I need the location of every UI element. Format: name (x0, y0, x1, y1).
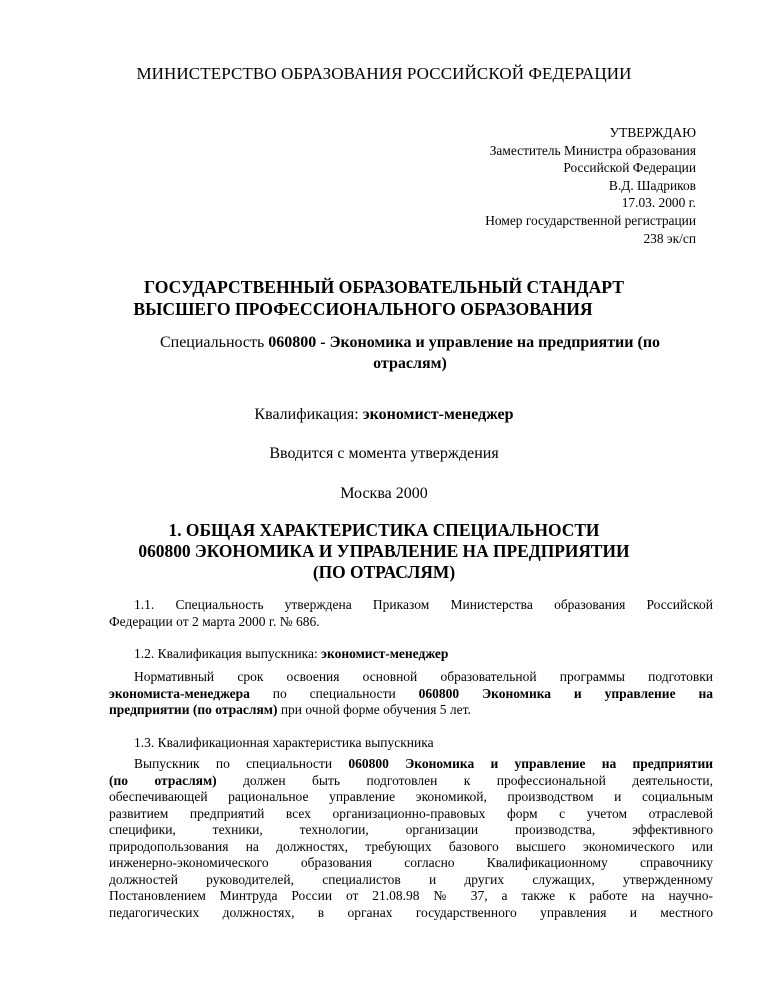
qualification-value: экономист-менеджер (362, 406, 514, 423)
study-term-line2 (109, 686, 713, 703)
paragraph-study-term (109, 669, 713, 719)
graduate-line10: педагогических должностях, в органах государственного управления и местного (109, 904, 713, 920)
graduate-line1 (109, 756, 713, 773)
qualification-label: Квалификация: (254, 406, 363, 423)
paragraph-1-1-line2: Федерации от 2 марта 2000 г. № 686. (109, 613, 320, 629)
paragraph-1-3 (109, 735, 713, 752)
standard-title-line2: ВЫСШЕГО ПРОФЕССИОНАЛЬНОГО ОБРАЗОВАНИЯ (133, 299, 593, 319)
paragraph-1-2-label: 1.2. Квалификация выпускника: (134, 646, 322, 661)
graduate-line7: инженерно-экономического образования согласно Квалификационному справочнику (109, 855, 713, 870)
graduate-line3: обеспечивающей рациональное управление экономикой, производством и социальным (109, 789, 713, 804)
study-term-text: по специальности (249, 685, 419, 701)
graduate-text-cont: должен быть подготовлен к профессиональной деятельности, (216, 772, 713, 788)
registration-label: Номер государственной регистрации (485, 212, 696, 228)
approver-position-line2: Российской Федерации (563, 160, 696, 176)
graduate-line6: природопользования на должностях, требующих базового высшего экономического или (109, 838, 713, 854)
approval-date: 17.03. 2000 г. (621, 195, 696, 211)
qualification-line (0, 406, 768, 424)
section-1-title-line2: 060800 ЭКОНОМИКА И УПРАВЛЕНИЕ НА ПРЕДПРИЯТИИ (138, 541, 630, 561)
graduate-line5: специфики, техники, технологии, организации производства, эффективного (109, 822, 713, 837)
paragraph-1-3-heading: 1.3. Квалификационная характеристика выпускника (134, 735, 434, 750)
specialty-code-name-cont: отраслям) (373, 355, 447, 372)
registration-number: 238 эк/сп (643, 230, 696, 246)
section-1-title-line1: 1. ОБЩАЯ ХАРАКТЕРИСТИКА СПЕЦИАЛЬНОСТИ (168, 520, 600, 540)
paragraph-graduate (109, 756, 713, 921)
graduate-specialty: 060800 Экономика и управление на предприятии (348, 756, 713, 771)
approver-name: В.Д. Шадриков (608, 177, 696, 193)
standard-title (0, 276, 768, 320)
graduate-text: Выпускник по специальности (134, 756, 349, 771)
study-term-line3 (109, 702, 713, 719)
section-1-title (0, 520, 768, 583)
specialty-label: Специальность (159, 334, 269, 351)
graduate-specialty-cont: (по отраслям) (109, 772, 217, 788)
specialty-line (110, 332, 710, 374)
study-term-line1: Нормативный срок освоения основной образовательной программы подготовки (134, 669, 713, 684)
paragraph-1-2-value: экономист-менеджер (321, 646, 449, 661)
study-term-specialty: 060800 Экономика и управление на (418, 685, 713, 701)
approval-stamp: УТВЕРЖДАЮ (609, 125, 696, 140)
standard-title-line1: ГОСУДАРСТВЕННЫЙ ОБРАЗОВАТЕЛЬНЫЙ СТАНДАРТ (144, 277, 624, 297)
effective-note: Вводится с момента утверждения (269, 445, 499, 462)
paragraph-1-1 (109, 597, 713, 630)
paragraph-1-1-line1: 1.1. Специальность утверждена Приказом Министерства образования Российской (134, 597, 713, 612)
graduate-line9: Постановлением Минтруда России от 21.08.98 № 37, а также к работе на научно- (109, 888, 713, 903)
approver-position-line1: Заместитель Министра образования (489, 142, 696, 158)
city-year: Москва 2000 (340, 485, 428, 502)
ministry-header: МИНИСТЕРСТВО ОБРАЗОВАНИЯ РОССИЙСКОЙ ФЕДЕРАЦИИ (136, 64, 632, 83)
specialty-code-name: 060800 - Экономика и управление на предприятии (по (268, 334, 661, 351)
study-term-specialty-cont: предприятии (по отраслям) (109, 702, 278, 717)
graduate-line2 (109, 773, 713, 790)
section-1-title-line3: (ПО ОТРАСЛЯМ) (312, 562, 456, 582)
graduate-line8: должностей руководителей, специалистов и других служащих, утвержденному (109, 871, 713, 887)
study-term-qualification: экономиста-менеджера (109, 685, 250, 701)
graduate-line4: развитием предприятий всех организационно-правовых форм с учетом отраслевой (109, 805, 713, 821)
study-term-duration: при очной форме обучения 5 лет. (277, 702, 471, 717)
approval-block (376, 124, 696, 247)
paragraph-1-2 (109, 646, 713, 663)
